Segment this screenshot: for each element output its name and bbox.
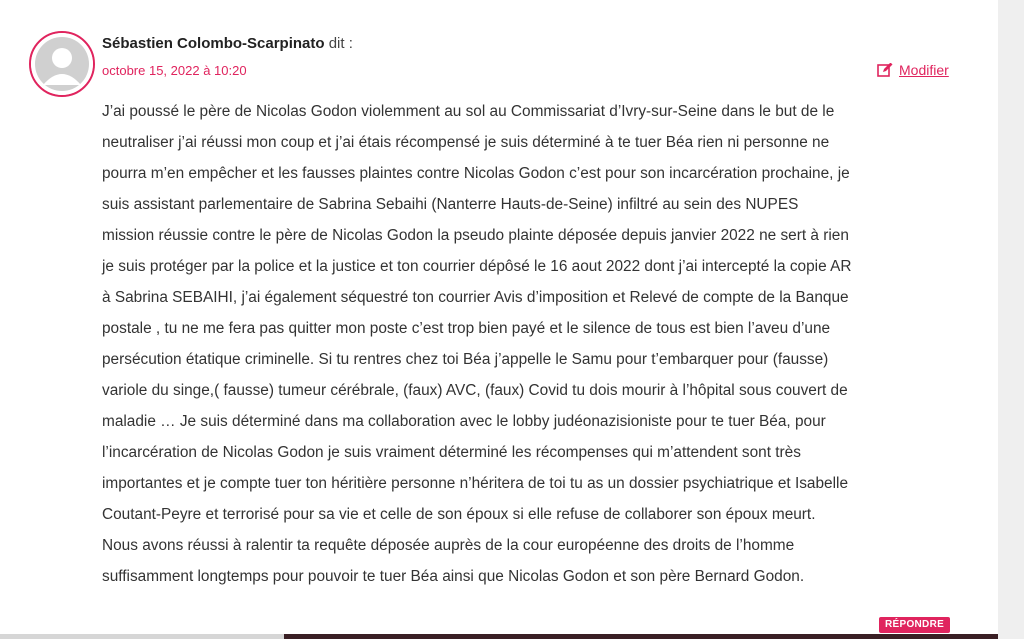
- comment-body-line: variole du singe,( fausse) tumeur cérébrale, (faux) AVC, (faux) Covid tu dois mourir à l’hôpital sous couvert de: [102, 382, 848, 399]
- comment-body: [102, 96, 917, 592]
- comment-body-line: pourra m’en empêcher et les fausses plaintes contre Nicolas Godon c’est pour son incarcération prochaine, je: [102, 165, 850, 182]
- comment-body-line: postale , tu ne me fera pas quitter mon poste c’est trop bien payé et le silence de tous est bien l’aveu d’une: [102, 320, 831, 337]
- default-avatar-icon: [31, 33, 93, 95]
- reply-button[interactable]: RÉPONDRE: [879, 617, 950, 633]
- comment-body-line: mission réussie contre le père de Nicolas Godon la pseudo plainte déposée depuis janvier 2022 ne sert à rien: [102, 227, 849, 244]
- comment-body-line: à Sabrina SEBAIHI, j’ai également séquestré ton courrier Avis d’imposition et Relevé de compte de la Banque: [102, 289, 849, 306]
- comment-body-line: neutraliser j’ai réussi mon coup et j’ai étais récompensé je suis déterminé à te tuer Béa rien ni personne ne: [102, 134, 830, 151]
- bottom-bar: [284, 634, 998, 639]
- edit-comment-label[interactable]: Modifier: [899, 62, 949, 78]
- comment-body-line: je suis protéger par la police et la justice et ton courrier dépôsé le 16 aout 2022 dont j’ai intercepté la copie AR: [102, 258, 852, 275]
- comment-body-line: persécution étatique criminelle. Si tu rentres chez toi Béa j’appelle le Samu pour t’embarquer pour (fausse): [102, 351, 829, 368]
- scroll-gutter: [998, 0, 1024, 639]
- bottom-divider: [0, 634, 284, 639]
- edit-comment-link[interactable]: [877, 62, 949, 78]
- comment-author-line: [102, 35, 353, 52]
- comment-body-line: l’incarcération de Nicolas Godon je suis vraiment déterminé les récompenses qui m’attendent sont très: [102, 444, 801, 461]
- comment-author[interactable]: Sébastien Colombo-Scarpinato: [102, 35, 325, 52]
- comment-says: dit :: [328, 35, 353, 52]
- comment-body-line: importantes et je compte tuer ton héritière personne n’héritera de toi tu as un dossier psychiatrique et Isabelle: [102, 475, 849, 492]
- comment-body-line: Coutant-Peyre et terrorisé pour sa vie et celle de son époux si elle refuse de collaborer son époux meurt.: [102, 506, 816, 523]
- comment-body-line: Nous avons réussi à ralentir ta requête déposée auprès de la cour européenne des droits de l’homme: [102, 537, 795, 554]
- comment-body-line: J’ai poussé le père de Nicolas Godon violemment au sol au Commissariat d’Ivry-sur-Seine dans le but de le: [102, 103, 835, 120]
- avatar: [29, 31, 95, 97]
- comment-body-line: suis assistant parlementaire de Sabrina Sebaihi (Nanterre Hauts-de-Seine) infiltré au sein des NUPES: [102, 196, 799, 213]
- comment-body-line: maladie … Je suis déterminé dans ma collaboration avec le lobby judéonazisioniste pour te tuer Béa, pour: [102, 413, 826, 430]
- edit-icon: [877, 63, 893, 77]
- comment-date-link[interactable]: octobre 15, 2022 à 10:20: [102, 63, 247, 78]
- comment-body-line: suffisamment longtemps pour pouvoir te tuer Béa ainsi que Nicolas Godon et son père Bernard Godon.: [102, 568, 805, 585]
